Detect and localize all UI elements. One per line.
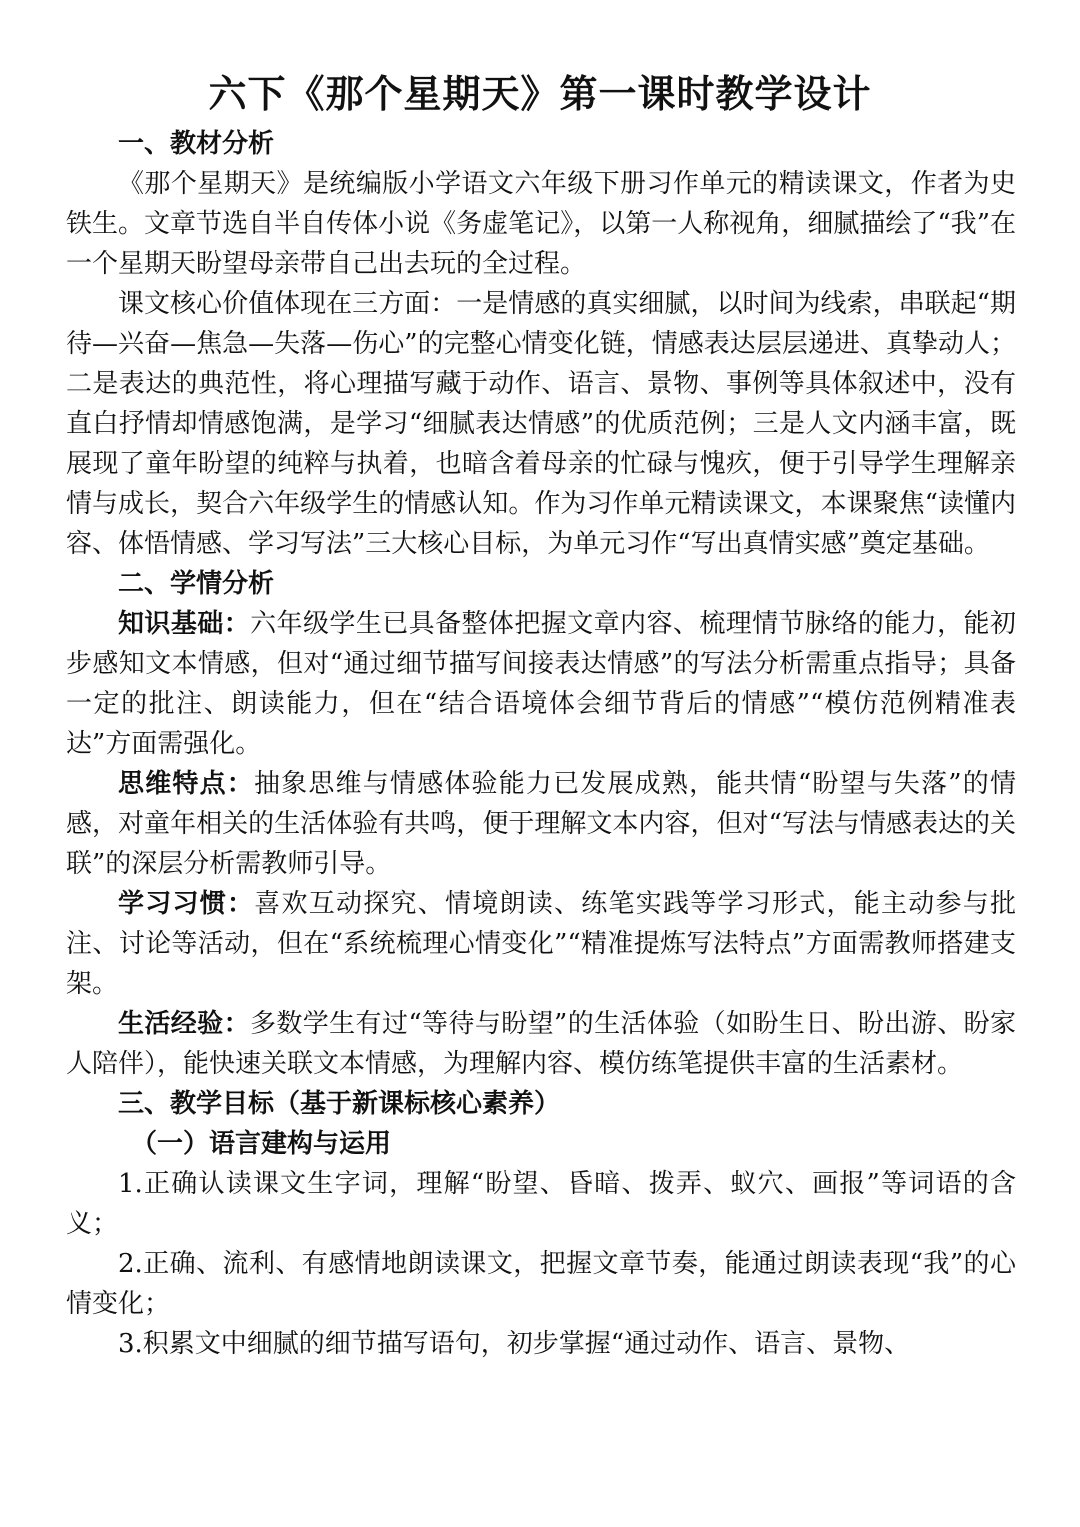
text-thinking-traits: 抽象思维与情感体验能力已发展成熟，能共情“盼望与失落”的情感，对童年相关的生活体验有共鸣，便于理解文本内容，但对“写法与情感表达的关联”的深层分析需教师引导。 [66,769,1016,879]
paragraph-core-value: 课文核心价值体现在三方面：一是情感的真实细腻，以时间为线索，串联起“期待—兴奋—焦急—失落—伤心”的完整心情变化链，情感表达层层递进、真挚动人；二是表达的典范性，将心理描写藏于动作、语言、景物、事例等具体叙述中，没有直白抒情却情感饱满，是学习“细腻表达情感”的优质范例；三是人文内涵丰富，既展现了童年盼望的纯粹与执着，也暗含着母亲的忙碌与愧疚，便于引导学生理解亲情与成长，契合六年级学生的情感认知。作为习作单元精读课文，本课聚焦“读懂内容、体悟情感、学习写法”三大核心目标，为单元习作“写出真情实感”奠定基础。 [66,289,1016,559]
goal-item-1: 1.正确认读课文生字词，理解“盼望、昏暗、拨弄、蚁穴、画报”等词语的含义； [66,1169,1016,1239]
paragraph-learning-habits [66,884,1016,1004]
document-title: 六下《那个星期天》第一课时教学设计 [208,72,872,116]
paragraph-knowledge-base [66,604,1016,764]
goal-item-2: 2.正确、流利、有感情地朗读课文，把握文章节奏，能通过朗读表现“我”的心情变化； [66,1249,1016,1319]
section-heading-textbook-analysis: 一、教材分析 [118,129,275,159]
paragraph-textbook-intro: 《那个星期天》是统编版小学语文六年级下册习作单元的精读课文，作者为史铁生。文章节选自半自传体小说《务虚笔记》，以第一人称视角，细腻描绘了“我”在一个星期天盼望母亲带自己出去玩的全过程。 [66,169,1016,279]
goal-item-3: 3.积累文中细腻的细节描写语句，初步掌握“通过动作、语言、景物、 [118,1329,911,1359]
label-thinking-traits: 思维特点： [118,769,254,799]
label-knowledge-base: 知识基础： [118,609,251,639]
section-heading-teaching-goals: 三、教学目标（基于新课标核心素养） [118,1089,561,1119]
text-life-experience: 多数学生有过“等待与盼望”的生活体验（如盼生日、盼出游、盼家人陪伴），能快速关联文本情感，为理解内容、模仿练笔提供丰富的生活素材。 [66,1009,1016,1079]
paragraph-thinking-traits [66,764,1016,884]
text-knowledge-base: 六年级学生已具备整体把握文章内容、梳理情节脉络的能力，能初步感知文本情感，但对“通过细节描写间接表达情感”的写法分析需重点指导；具备一定的批注、朗读能力，但在“结合语境体会细节背后的情感”“模仿范例精准表达”方面需强化。 [66,609,1016,759]
text-learning-habits: 喜欢互动探究、情境朗读、练笔实践等学习形式，能主动参与批注、讨论等活动，但在“系统梳理心情变化”“精准提炼写法特点”方面需教师搭建支架。 [66,889,1016,999]
subheading-language-construction: （一）语言建构与运用 [131,1129,392,1159]
document-body [66,124,1016,1364]
paragraph-life-experience [66,1004,1016,1084]
section-heading-learner-analysis: 二、学情分析 [118,569,275,599]
label-life-experience: 生活经验： [118,1009,250,1039]
label-learning-habits: 学习习惯： [118,889,255,919]
